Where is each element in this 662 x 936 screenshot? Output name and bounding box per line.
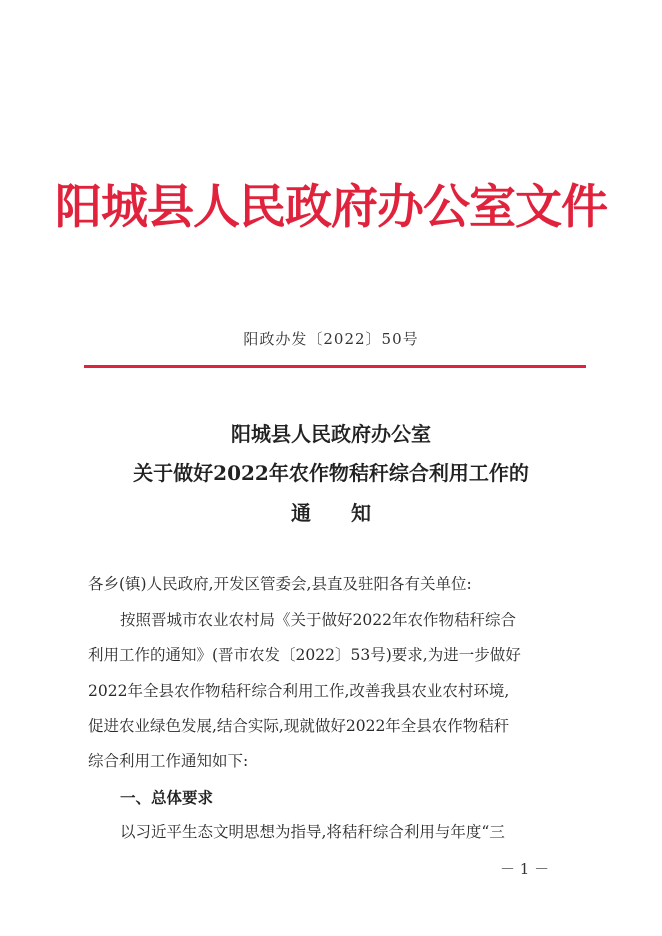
red-divider-line (84, 365, 586, 368)
notice-title-char-1: 通 (291, 501, 311, 525)
addressee-line: 各乡(镇)人民政府,开发区管委会,县直及驻阳各有关单位: (88, 575, 472, 593)
body-paragraph-1-line-3: 2022年全县农作物秸秆综合利用工作,改善我县农业农村环境, (88, 682, 510, 700)
body-paragraph-1-line-5: 综合利用工作通知如下: (88, 752, 249, 770)
body-paragraph-2-line-1: 以习近平生态文明思想为指导,将秸秆综合利用与年度“三 (120, 823, 505, 841)
document-number: 阳政办发〔2022〕50号 (243, 330, 419, 348)
notice-title-line-3 (0, 497, 662, 526)
page-number: － 1 － (500, 860, 550, 878)
body-paragraph-1-line-2: 利用工作的通知》(晋市农发〔2022〕53号)要求,为进一步做好 (88, 646, 521, 664)
section-heading-1: 一、总体要求 (120, 789, 214, 807)
document-masthead: 阳城县人民政府办公室文件 (55, 180, 607, 235)
body-paragraph-1-line-4: 促进农业绿色发展,结合实际,现就做好2022年全县农作物秸秆 (88, 717, 510, 735)
notice-title-line-1: 阳城县人民政府办公室 (231, 422, 431, 446)
body-paragraph-1-line-1: 按照晋城市农业农村局《关于做好2022年农作物秸秆综合 (120, 611, 516, 629)
notice-title-char-2: 知 (351, 501, 371, 525)
notice-title-line-2: 关于做好2022年农作物秸秆综合利用工作的 (133, 461, 529, 485)
